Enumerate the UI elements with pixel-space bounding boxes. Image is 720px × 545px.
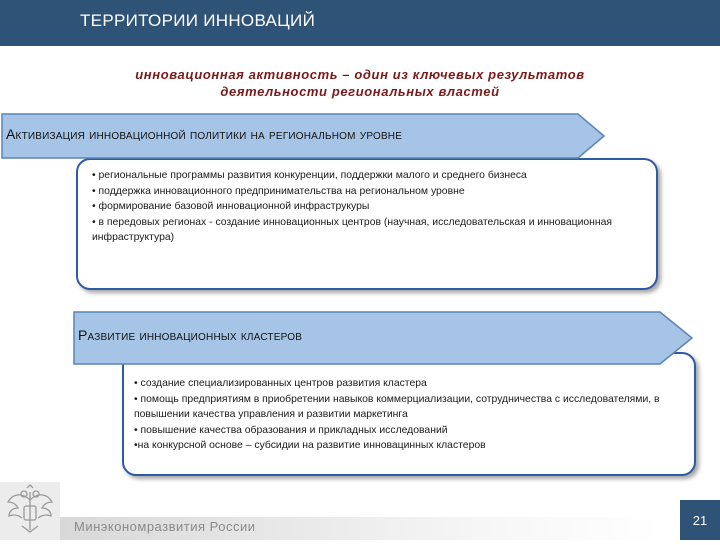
section1-title: Активизация инновационной политики на региональном уровне — [6, 126, 403, 142]
section2-content-box — [122, 352, 696, 476]
section2-bullets — [134, 376, 690, 454]
subtitle-line-2: деятельности региональных властей — [220, 84, 500, 99]
section1-bullets — [92, 168, 648, 246]
subtitle-line-1: инновационная активность – один из ключевых результатов — [135, 67, 585, 82]
section1-bullet: • формирование базовой инновационной инфраструкуры — [92, 201, 370, 212]
section1-content-box — [76, 158, 658, 290]
slide-subtitle — [60, 66, 660, 100]
header-bar — [0, 0, 720, 46]
section1-bullet: • поддержка инновационного предпринимательства на региональном уровне — [92, 185, 465, 197]
coat-of-arms-icon — [0, 482, 60, 540]
section2-banner — [72, 310, 694, 366]
section2-bullet: •на конкурсной основе – субсидии на развитие инновацинных кластеров — [134, 440, 486, 451]
section2-bullet: • помощь предприятиям в приобретении навыков коммерциализации, сотрудничества с исследователями, в повышении качества управления и развитии маркетинга — [134, 393, 660, 420]
section2-title: Развитие инновационных кластеров — [78, 327, 303, 343]
page-number: 21 — [692, 512, 708, 528]
section1-bullet: • региональные программы развития конкуренции, поддержки малого и среднего бизнеса — [92, 170, 527, 181]
section1-banner — [0, 112, 606, 160]
section1-bullet: • в передовых регионах - создание инновационных центров (научная, исследовательская и инновационная инфраструктура) — [92, 216, 613, 243]
section2-bullet: • повышение качества образования и прикладных исследований — [134, 424, 448, 436]
page-title: ТЕРРИТОРИИ ИННОВАЦИЙ — [80, 11, 316, 30]
page-number-badge — [680, 500, 720, 540]
section2-bullet: • создание специализированных центров развития кластера — [134, 378, 427, 389]
ministry-name: Минэкономразвития России — [74, 519, 256, 534]
